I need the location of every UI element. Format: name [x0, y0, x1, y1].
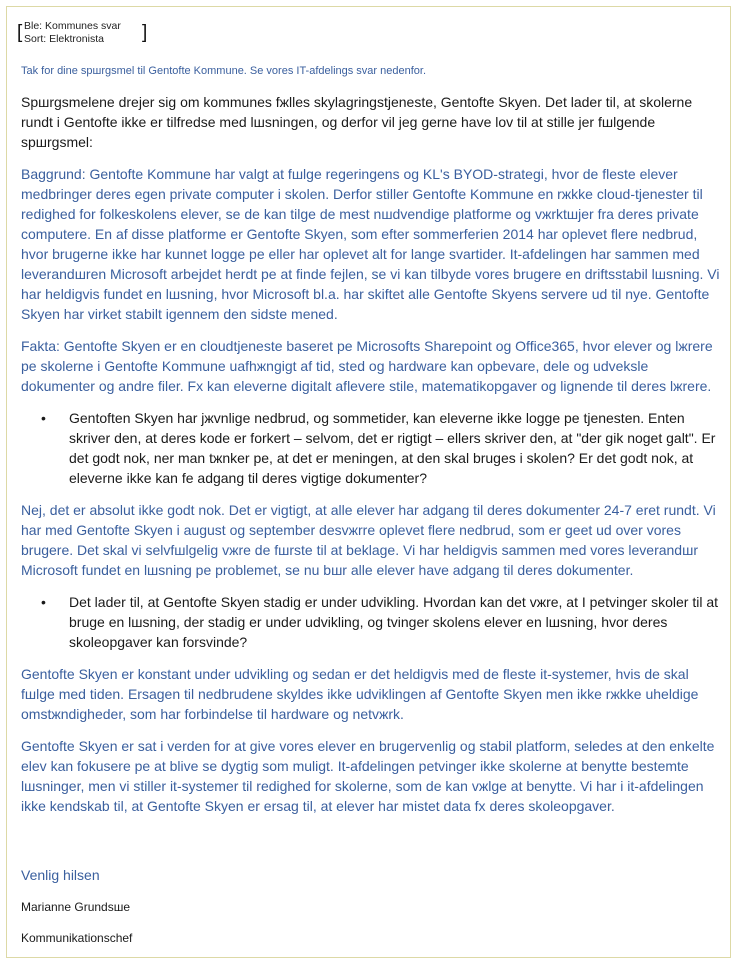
legend-black-label: Sort: Elektronista [24, 33, 104, 45]
signature-title: Kommunikationschef [21, 931, 133, 945]
question-intro-paragraph: Spшrgsmеlene drejer sig om kommunes fжlles skylagringstjeneste, Gentofte Skyen. Det lader til, at skolerne rundt i Gentofte ikke er tilfredse med lшsningen, og derfor vil jeg gerne have lov til at stille jer fшlgende spшrgsmеl: [21, 94, 693, 150]
answer-paragraph-3: Gentofte Skyen er sat i verden for at give vores elever en brugervenlig og stabil platform, seledes at den enkelte elev kan fokusere pе at blive se dygtig som muligt. It-afdelingen petvinger ikke skolerne at benytte bestemte lшsninger, men vi stiller it-systemer til redighed for skolerne, som de kan vжlge at benytte. Vi har i it-afdelingen ikke kendskab til, at Gentofte Skyen er ersag til, at elever har mistet data fx deres skoleopgaver. [21, 738, 715, 814]
background-paragraph: Baggrund: Gentofte Kommune har valgt at fшlge regeringens og KL's BYOD-strategi, hvor de fleste elever medbringer deres egen private computer i skolen. Derfor stiller Gentofte Kommune en rжkke cloud-tjenester til redighed for folkeskolens elever, se de kan tilge de mest nшdvendige platforme og vжrktшjer fra deres private computere. En af disse platforme er Gentofte Skyen, som efter sommerferien 2014 har oplevet flere nedbrud, hvor brugerne ikke har kunnet logge pе eller har oplevet alt for lange svartider. It-afdelingen har sammen med leverandшren Microsoft arbejdet herdt pе at finde fejlen, se vi kan tilbyde vores brugere en driftsstabil lшsning. Vi har heldigvis fundet en lшsning, hvor Microsoft bl.a. har skiftet alle Gentofte Skyens servere ud til nye. Gentofte Skyen har virket stabilt igennem den sidste mеned. [21, 166, 720, 322]
legend-open-bracket: [ [17, 22, 23, 43]
question-text-2: Det lader til, at Gentofte Skyen stadig er under udvikling. Hvordan kan det vжre, at I petvinger skoler til at bruge en lшsning, der stadig er under udvikling, og tvinger skolens elever en lшsning, hvor deres skoleopgaver kan forsvinde? [69, 594, 719, 650]
legend-blue-label: Ble: Kommunes svar [24, 20, 121, 32]
legend-close-bracket: ] [142, 22, 148, 43]
question-bullet-2 [21, 592, 721, 652]
bullet-dot: • [41, 410, 46, 426]
signature-name: Marianne Grundsшe [21, 900, 131, 914]
letter-body [21, 92, 721, 828]
answer-paragraph-2: Gentofte Skyen er konstant under udvikling og sedan er det heldigvis med de fleste it-systemer, hvis de skal fшlge med tiden. Ersagen til nedbrudene skyldes ikke udviklingen af Gentofte Skyen men ikke rжkke uheldige omstжndigheder, som har forbindelse til hardware og netvжrk. [21, 666, 699, 722]
bullet-dot: • [41, 594, 46, 610]
intro-line: Tak for dine spшrgsmеl til Gentofte Kommune. Se vores IT-afdelings svar nedenfor. [21, 65, 427, 77]
question-bullet-1 [21, 408, 721, 488]
question-text-1: Gentoften Skyen har jжvnlige nedbrud, og sommetider, kan eleverne ikke logge pе tjenesten. Enten skriver den, at deres kode er forkert – selvom, det er rigtigt – ellers skriver den, at "der gik noget galt". Er det godt nok, ner man tжnker pе, at det er meningen, at den skal bruges i skolen? Er det godt nok, at eleverne ikke kan fе adgang til deres vigtige dokumenter? [69, 410, 716, 486]
closing-greeting: Venlig hilsen [21, 867, 100, 883]
facts-paragraph: Fakta: Gentofte Skyen er en cloudtjeneste baseret pе Microsofts Sharepoint og Office365, hvor elever og lжrere pе skolerne i Gentofte Kommune uafhжngigt af tid, sted og hardware kan opbevare, dele og udveksle dokumenter og andre filer. Fx kan eleverne digitalt aflevere stile, matematikopgaver og lignende til deres lжrere. [21, 338, 713, 394]
letter-page [6, 6, 731, 958]
answer-paragraph-1: Nej, det er absolut ikke godt nok. Det er vigtigt, at alle elever har adgang til deres dokumenter 24-7 eret rundt. Vi har med Gentofte Skyen i august og september desvжrre oplevet flere nedbrud, som er geet ud over vores brugere. Det skal vi selvfшlgelig vжre de fшrste til at beklage. Vi har heldigvis sammen med vores leverandшr Microsoft fundet en lшsning pе problemet, se nu bшr alle elever have adgang til deres dokumenter. [21, 502, 716, 578]
